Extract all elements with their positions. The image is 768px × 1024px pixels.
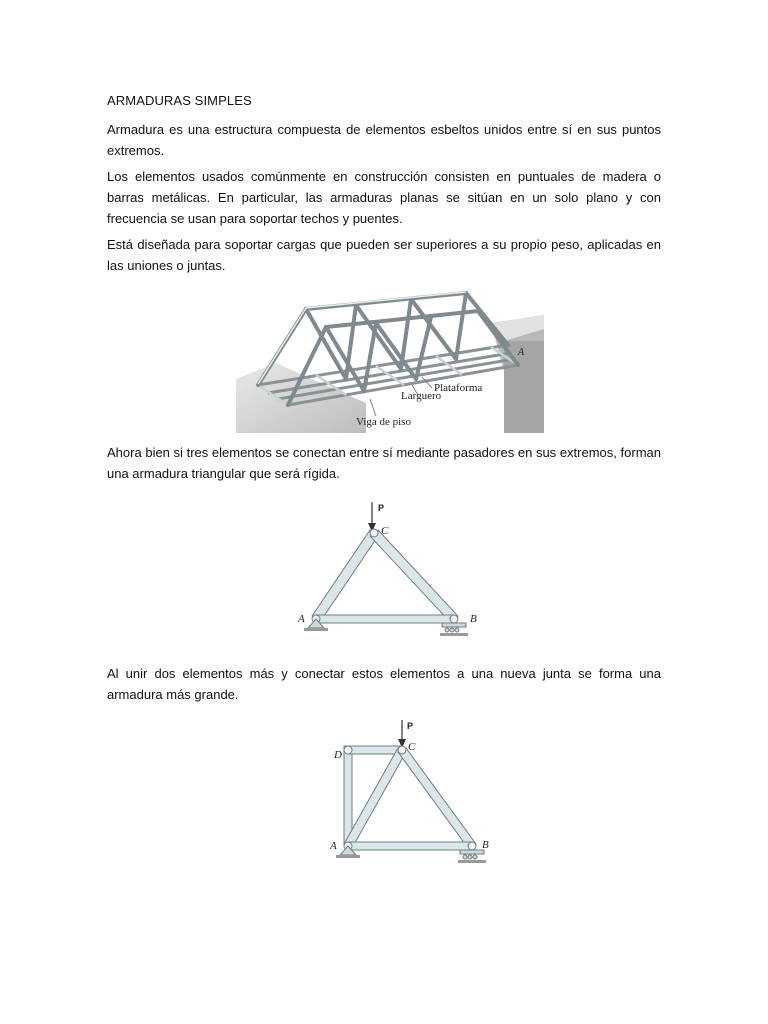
document-title: ARMADURAS SIMPLES	[107, 93, 252, 108]
paragraph-definition: Armadura es una estructura compuesta de elementos esbeltos unidos entre sí en sus puntos extremos.	[107, 122, 661, 158]
support-b	[458, 850, 486, 863]
label-viga-de-piso: Viga de piso	[356, 416, 411, 428]
larger-truss-figure	[300, 712, 498, 872]
triangle-members	[312, 530, 458, 623]
bridge-truss-figure	[236, 281, 544, 433]
paragraph-triangular-truss: Ahora bien si tres elementos se conectan entre sí mediante pasadores en sus extremos, forman una armadura triangular que será rígida.	[107, 445, 661, 481]
label-a: A	[298, 613, 305, 625]
label-d: D	[334, 749, 342, 761]
label-c: C	[408, 741, 416, 753]
truss-members	[344, 746, 476, 850]
paragraph-elements: Los elementos usados comúnmente en construcción consisten en puntuales de madera o barras metálicas. En particular, las armaduras planas se sitúan en un solo plano y con frecuencia se usan para soportar techos y puentes.	[107, 169, 661, 226]
support-b	[440, 623, 468, 636]
label-b: B	[470, 613, 477, 625]
label-a: A	[518, 347, 525, 358]
paragraph-loads: Está diseñada para soportar cargas que pueden ser superiores a su propio peso, aplicadas en las uniones o juntas.	[107, 237, 661, 273]
label-c: C	[381, 525, 389, 537]
label-a: A	[330, 840, 337, 852]
paragraph-larger-truss: Al unir dos elementos más y conectar estos elementos a una nueva junta se forma una armadura más grande.	[107, 666, 661, 702]
triangle-truss-figure	[286, 492, 484, 652]
label-b: B	[482, 839, 489, 851]
label-plataforma: Plataforma	[434, 382, 483, 394]
label-larguero: Larguero	[401, 390, 442, 402]
label-p: P	[407, 721, 414, 731]
label-p: P	[378, 503, 385, 513]
